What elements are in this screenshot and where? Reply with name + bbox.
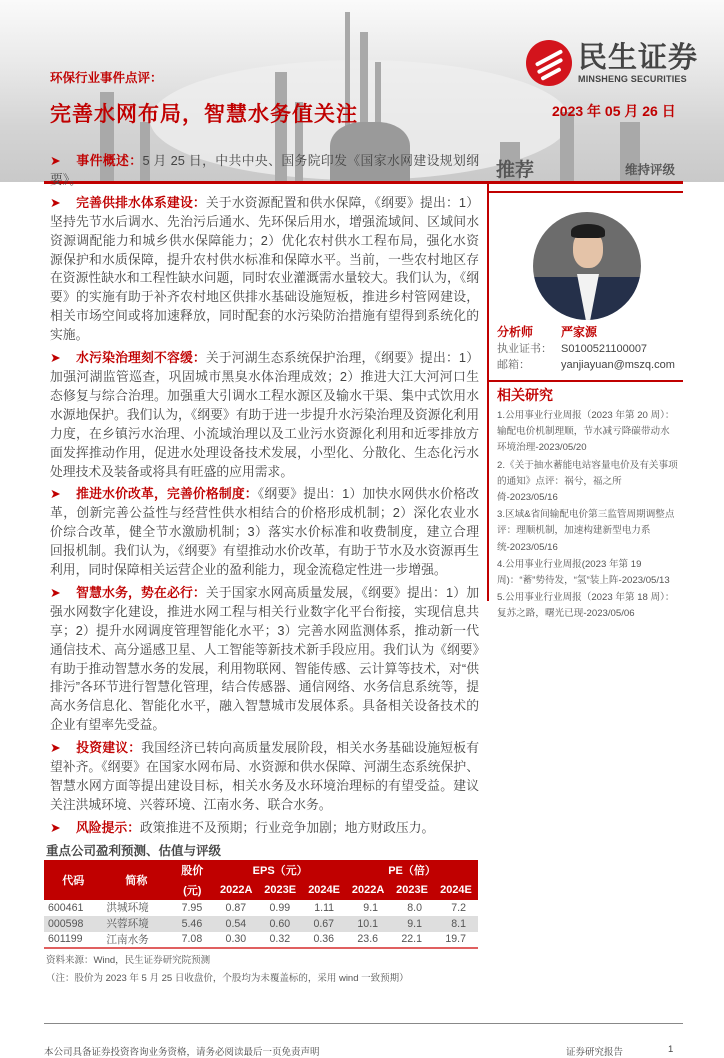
page-number: 1 — [668, 1043, 674, 1055]
rating: 推荐 — [496, 160, 535, 181]
report-category: 环保行业事件点评： — [50, 71, 163, 85]
footer-doc-type: 证券研究报告 — [566, 1046, 624, 1058]
arrow-bullet-icon: ➤ — [50, 194, 61, 210]
col-year: 2024E — [434, 880, 478, 900]
table-row — [44, 916, 478, 932]
cell-code: 601199 — [44, 932, 102, 948]
analyst-email[interactable]: yanjiayuan@mszq.com — [561, 359, 675, 371]
table-title: 重点公司盈利预测、估值与评级 — [46, 843, 222, 858]
table-row — [44, 900, 478, 916]
arrow-bullet-icon: ➤ — [50, 740, 61, 756]
report-body — [44, 152, 479, 838]
cell-value: 0.54 — [214, 916, 258, 932]
related-item[interactable]: 3.区域&省间输配电价第三监管周期调整点评：理顺机制，加速构建新型电力系统-2023/05/16 — [497, 509, 675, 553]
col-year: 2023E — [390, 880, 434, 900]
cell-value: 0.32 — [258, 932, 302, 948]
cell-value: 7.2 — [451, 901, 466, 914]
cell-value: 0.99 — [269, 901, 291, 914]
related-title: 相关研究 — [497, 387, 553, 403]
cell-value: 19.7 — [434, 932, 478, 948]
col-year: 2022A — [346, 880, 390, 900]
bullet-investment: ➤ 投资建议：我国经济已转向高质量发展阶段，相关水务基础设施短板有望补齐。《纲要》在国家水网布局、水资源和供水保障、河湖生态系统保护、智慧水网方面等提出建设目标，相关水务及水环境治理标的有望受益。建议关注洪城环境、兴蓉环境、江南水务、联合水务。 — [50, 740, 479, 812]
report-date: 2023 年 05 月 26 日 — [552, 103, 676, 119]
cell-value: 9.1 — [363, 901, 379, 914]
related-item[interactable]: 5.公用事业行业周报（2023 年第 18 周）：复苏之路，曙光已现-2023/05/06 — [497, 592, 675, 620]
cell-name: 洪城环境 — [106, 902, 149, 915]
table-row — [44, 932, 478, 948]
minsheng-logo — [526, 40, 698, 86]
cell-value: 0.67 — [302, 916, 346, 932]
logo-text-en: MINSHENG SECURITIES — [578, 74, 687, 84]
cell-name: 兴蓉环境 — [102, 916, 170, 932]
col-price-unit: (元) — [170, 880, 214, 900]
analyst-cert: S0100521100007 — [561, 343, 648, 355]
rating-note: 维持评级 — [624, 163, 675, 177]
cell-value: 0.87 — [225, 901, 247, 914]
col-year: 2022A — [214, 880, 258, 900]
report-title: 完善水网布局，智慧水务值关注 — [50, 103, 358, 126]
cell-code: 000598 — [44, 916, 102, 932]
col-name: 简称 — [102, 860, 170, 900]
cell-value: 7.95 — [181, 901, 203, 914]
cell-value: 9.1 — [390, 916, 434, 932]
table-source: 资料来源：Wind，民生证券研究院预测 （注：股价为 2023 年 5 月 25 日收盘价，个股均为未覆盖标的，采用 wind 一致预期） — [46, 954, 409, 984]
cell-value: 22.1 — [390, 932, 434, 948]
arrow-bullet-icon: ➤ — [50, 153, 61, 168]
cell-value: 0.30 — [214, 932, 258, 948]
forecast-section — [44, 842, 478, 1023]
cell-name: 江南水务 — [102, 932, 170, 948]
cell-value: 8.1 — [434, 916, 478, 932]
bullet-pricing: ➤ 推进水价改革，完善价格制度：《纲要》提出：1）加快水网供水价格改革，创新完善公益性与经营性供水相结合的价格形成机制；2）深化农业水价综合改革，健全节水激励机制；3）落实水价标准和收费制度，建立合理回报机制。我们认为，《纲要》有望推动水价改革，有助于节水及水资源再生利用，同时保障相关运营企业的盈利能力，现金流稳定性进一步增强。 — [50, 486, 480, 578]
cell-value: 8.0 — [407, 901, 422, 914]
cell-value: 7.08 — [170, 932, 214, 948]
arrow-bullet-icon: ➤ — [50, 819, 61, 835]
forecast-table — [44, 860, 478, 949]
analyst-name: 严家源 — [561, 325, 598, 339]
rating-divider — [489, 191, 683, 193]
arrow-bullet-icon: ➤ — [50, 486, 61, 502]
col-eps: EPS（元） — [214, 860, 346, 880]
col-code: 代码 — [44, 860, 102, 900]
cell-value: 5.46 — [170, 916, 214, 932]
arrow-bullet-icon: ➤ — [50, 350, 61, 366]
bullet-risk: ➤ 风险提示：政策推进不及预期；行业竞争加剧；地方财政压力。 — [50, 819, 479, 838]
related-research — [497, 385, 679, 624]
footer-disclaimer: 本公司具备证券投资咨询业务资格，请务必阅读最后一页免责声明 — [44, 1046, 320, 1058]
related-divider — [489, 380, 683, 382]
col-year: 2023E — [258, 880, 302, 900]
bullet-supply: ➤ 完善供排水体系建设：关于水资源配置和供水保障，《纲要》提出：1）坚持先节水后调水、先治污后通水、先环保后用水，增强流域间、区域间水资源调配能力和城乡供水保障能力；2）优化农村供水工程布局，强化水资源保护和水质保障，提升农村供水标准和保障水平。当前，一些农村地区存在资源性缺水和工程性缺水问题，同时农业灌溉需水量较大。我们认为，《纲要》的实施有助于补齐农村地区供排水基础设施短板，推进乡村管网建设，相关市场空间或将加速释放，同时配套的水污染防治措施有望得到系统化的实施。 — [50, 194, 480, 343]
col-pe: PE（倍） — [346, 860, 478, 880]
analyst-photo — [533, 212, 641, 320]
bullet-pollution: ➤ 水污染治理刻不容缓：关于河湖生态系统保护治理，《纲要》提出：1）加强河湖监管巡查，巩固城市黑臭水体治理成效；2）推进大江大河河口生态修复与综合治理。加强重大引调水工程水源区及输水干渠、集中式饮用水水源地保护。我们认为，《纲要》有助于进一步提升水污染治理及资源化利用力度，在乡镇污水治理、小流域治理以及工业污水资源化利用和近零排放方面发挥推动作用，促进水处理设备技术发展，小型化、分散化、生态化污水处理技术及装备或将具有旺盛的应用需求。 — [50, 350, 480, 479]
cell-value: 0.60 — [258, 916, 302, 932]
related-item[interactable]: 1.公用事业行业周报（2023 年第 20 周）：输配电价机制理顺，节水减亏降碳带动水环境治理-2023/05/20 — [497, 410, 675, 454]
analyst-info: 分析师 严家源 执业证书： S0100521100007 邮箱： yanjiayuan@mszq.com — [497, 325, 675, 371]
bullet-smart-water: ➤ 智慧水务，势在必行：关于国家水网高质量发展，《纲要》提出：1）加强水网数字化建设，推进水网工程与相关行业数字化平台衔接，实现信息共享；2）提升水网调度管理智能化水平；3）完善水网监测体系，推动新一代通信技术、高分遥感卫星、人工智能等新技术新手段应用。我们认为《纲要》有助于推动智慧水务的发展，利用物联网、智能传感、云计算等技术，对“供排污”各环节进行智慧化管理，结合传感器、通信网络、水务信息系统等，提高水务信息化、智能化水平，融入智慧城市发展体系。具备相关设备技术的企业有望率先受益。 — [50, 584, 480, 733]
footer — [44, 1023, 683, 1056]
cell-value: 0.36 — [302, 932, 346, 948]
related-item[interactable]: 2.《关于抽水蓄能电站容量电价及有关事项的通知》点评：祸兮，福之所倚-2023/05/16 — [497, 459, 678, 504]
logo-mark-icon — [526, 40, 572, 86]
arrow-bullet-icon: ➤ — [50, 584, 61, 600]
col-year: 2024E — [302, 880, 346, 900]
cell-code: 600461 — [48, 901, 84, 914]
cell-value: 23.6 — [346, 932, 390, 948]
related-item[interactable]: 4.公用事业行业周报(2023 年第 19 周)：“蓄”势待发，“氢”装上阵-2023/05/13 — [497, 558, 670, 587]
cell-value: 10.1 — [346, 916, 390, 932]
cell-value: 1.11 — [314, 901, 335, 914]
logo-text-cn: 民生证券 — [578, 42, 699, 74]
col-price: 股价 — [170, 860, 214, 880]
bullet-event: ➤ 事件概述：5 月 25 日，中共中央、国务院印发《国家水网建设规划纲要》。 — [50, 153, 479, 187]
